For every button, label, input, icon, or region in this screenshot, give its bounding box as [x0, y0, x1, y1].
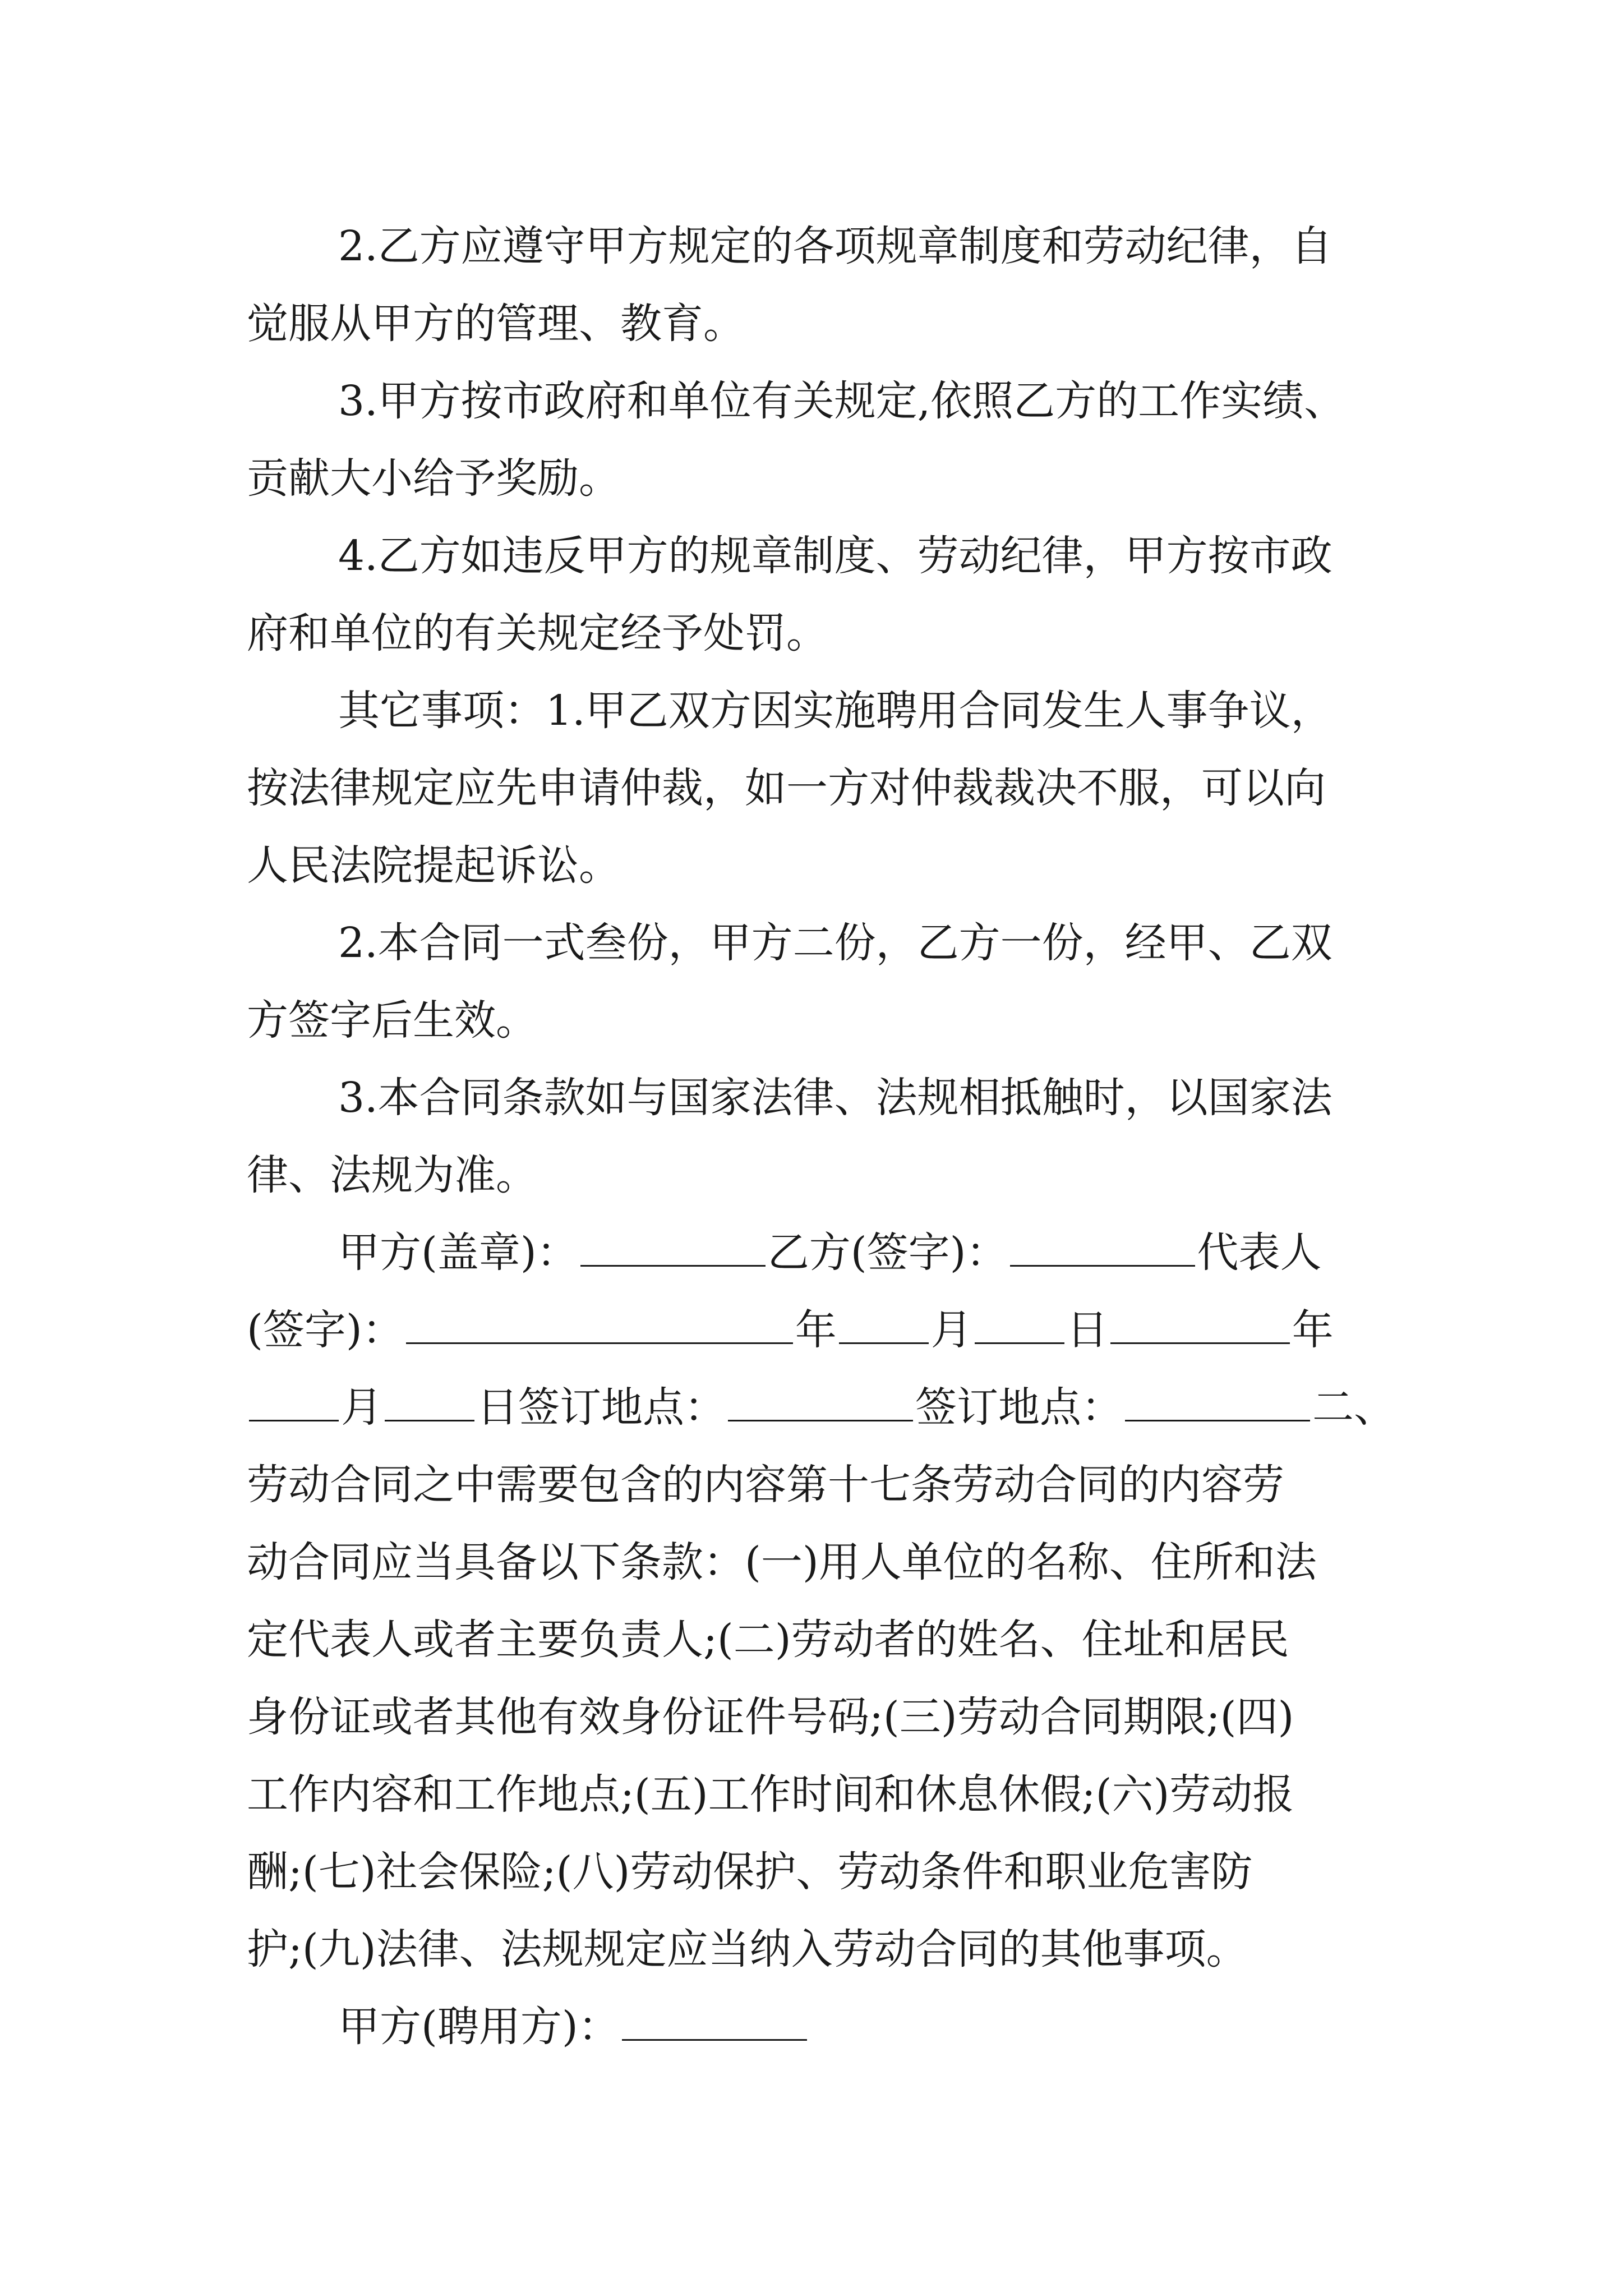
place-blank-2[interactable]: [1125, 1378, 1310, 1421]
representative-label: 代表人: [1197, 1228, 1322, 1277]
day-label: 日: [1066, 1306, 1108, 1354]
rep-sign-label: (签字)：: [247, 1306, 404, 1354]
section-two-label: 二、: [1312, 1383, 1395, 1432]
signature-line: [247, 1369, 1469, 1446]
paragraph-line: 3.甲方按市政府和单位有关规定,依照乙方的工作实绩、: [338, 377, 1346, 425]
document-body: [247, 208, 1469, 2065]
month-blank[interactable]: [839, 1301, 929, 1344]
paragraph-line: 人民法院提起诉讼。: [247, 841, 620, 890]
paragraph-line: 2.本合同一式叁份，甲方二份，乙方一份，经甲、乙双: [338, 919, 1332, 967]
party-a-seal-label: 甲方(盖章)：: [338, 1228, 578, 1277]
paragraph-line: 酬;(七)社会保险;(八)劳动保护、劳动条件和职业危害防: [247, 1848, 1253, 1896]
rep-sign-blank[interactable]: [406, 1301, 793, 1344]
paragraph-line: 贡献大小给予奖励。: [247, 454, 620, 503]
paragraph-line: 2.乙方应遵守甲方规定的各项规章制度和劳动纪律，自: [338, 222, 1332, 270]
paragraph-line: 4.乙方如违反甲方的规章制度、劳动纪律，甲方按市政: [338, 532, 1332, 580]
month-label-2: 月: [341, 1383, 382, 1432]
paragraph-line: 觉服从甲方的管理、教育。: [247, 300, 745, 348]
day-blank[interactable]: [975, 1301, 1064, 1344]
year-blank-2[interactable]: [1110, 1301, 1290, 1344]
paragraph-line: 工作内容和工作地点;(五)工作时间和休息休假;(六)劳动报: [247, 1770, 1294, 1819]
party-b-sign-label: 乙方(签字)：: [767, 1228, 1008, 1277]
paragraph-line: 劳动合同之中需要包含的内容第十七条劳动合同的内容劳: [247, 1461, 1284, 1509]
party-b-sign-blank[interactable]: [1010, 1223, 1195, 1267]
paragraph-line: 动合同应当具备以下条款：(一)用人单位的名称、住所和法: [247, 1538, 1317, 1586]
employer-blank[interactable]: [622, 1998, 807, 2041]
paragraph-line: 按法律规定应先申请仲裁，如一方对仲裁裁决不服，可以向: [247, 764, 1326, 812]
place-blank-1[interactable]: [728, 1378, 913, 1421]
paragraph-line: 其它事项：1.甲乙双方因实施聘用合同发生人事争议，: [338, 687, 1332, 735]
place-label: 签订地点：: [915, 1383, 1123, 1432]
paragraph-line: 定代表人或者主要负责人;(二)劳动者的姓名、住址和居民: [247, 1616, 1289, 1664]
day-blank-2[interactable]: [385, 1378, 474, 1421]
month-label: 月: [930, 1306, 972, 1354]
month-blank-2[interactable]: [249, 1378, 339, 1421]
paragraph-line: 律、法规为准。: [247, 1151, 537, 1199]
paragraph-line: 身份证或者其他有效身份证件号码;(三)劳动合同期限;(四): [247, 1693, 1294, 1741]
year-label: 年: [795, 1306, 837, 1354]
paragraph-line: 方签字后生效。: [247, 996, 537, 1045]
employer-label: 甲方(聘用方)：: [338, 2003, 620, 2051]
year-label-2: 年: [1292, 1306, 1334, 1354]
signature-line: [247, 1291, 1469, 1369]
party-a-seal-blank[interactable]: [580, 1223, 766, 1267]
paragraph-line: 护;(九)法律、法规规定应当纳入劳动合同的其他事项。: [247, 1925, 1248, 1973]
paragraph-line: 3.本合同条款如与国家法律、法规相抵触时，以国家法: [338, 1074, 1332, 1122]
paragraph-line: 府和单位的有关规定经予处罚。: [247, 609, 828, 657]
employer-line: [247, 1988, 1469, 2065]
signature-line: [247, 1214, 1469, 1291]
day-place-label: 日签订地点：: [477, 1383, 726, 1432]
